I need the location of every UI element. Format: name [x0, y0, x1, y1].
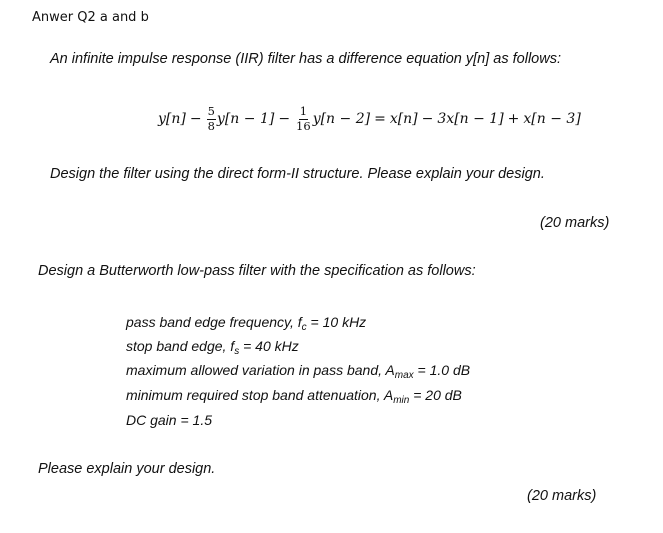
question-a-task: Design the filter using the direct form-II structure. Please explain your design.	[50, 166, 545, 182]
spec-max-passband-variation	[126, 362, 471, 381]
eq-term-x-n-3: x[n − 3]	[523, 111, 581, 127]
eq-term-y-n-1: y[n − 1]	[216, 111, 275, 127]
eq-plus: +	[507, 111, 520, 127]
eq-term-3x-n-1: 3x[n − 1]	[437, 111, 504, 127]
document-heading: Anwer Q2 a and b	[32, 10, 149, 25]
spec-value: = 40 kHz	[239, 338, 299, 354]
spec-stopband-edge	[126, 338, 299, 357]
eq-fraction-denominator: 8	[207, 118, 215, 133]
spec-value: = 1.0 dB	[413, 362, 471, 378]
eq-fraction-numerator: 5	[207, 104, 215, 118]
question-b-task: Please explain your design.	[38, 461, 216, 477]
spec-label: DC gain = 1.5	[126, 412, 212, 428]
eq-term-y-n-2: y[n − 2]	[312, 111, 371, 127]
eq-fraction-numerator: 1	[299, 104, 308, 118]
eq-fraction-1-16	[295, 106, 312, 132]
eq-term-x-n: x[n]	[389, 111, 418, 127]
spec-label: minimum required stop band attenuation, A	[126, 387, 394, 403]
eq-equals: =	[374, 111, 386, 127]
eq-minus-3: −	[421, 111, 434, 127]
spec-value: = 10 kHz	[306, 314, 367, 330]
eq-lhs-y-n: y[n]	[158, 111, 186, 127]
spec-subscript: max	[394, 370, 414, 381]
difference-equation	[158, 99, 581, 139]
eq-minus-1: −	[189, 111, 202, 127]
spec-label: maximum allowed variation in pass band, A	[126, 362, 395, 378]
eq-fraction-denominator: 16	[296, 118, 311, 133]
question-a-intro: An infinite impulse response (IIR) filter has a difference equation y[n] as follows:	[50, 51, 561, 67]
spec-min-stopband-attenuation	[126, 387, 462, 406]
spec-label: pass band edge frequency, f	[126, 314, 302, 330]
spec-subscript: c	[301, 322, 307, 333]
eq-minus-2: −	[278, 111, 291, 127]
spec-subscript: s	[234, 346, 240, 357]
question-b-marks: (20 marks)	[527, 488, 597, 504]
spec-dc-gain	[126, 412, 212, 428]
spec-value: = 20 dB	[409, 387, 462, 403]
question-a-marks: (20 marks)	[540, 215, 610, 231]
spec-subscript: min	[393, 395, 410, 406]
question-b-intro: Design a Butterworth low-pass filter with the specification as follows:	[38, 263, 476, 279]
spec-label: stop band edge, f	[126, 338, 235, 354]
spec-passband-edge	[126, 314, 367, 333]
eq-fraction-5-8	[207, 106, 216, 132]
